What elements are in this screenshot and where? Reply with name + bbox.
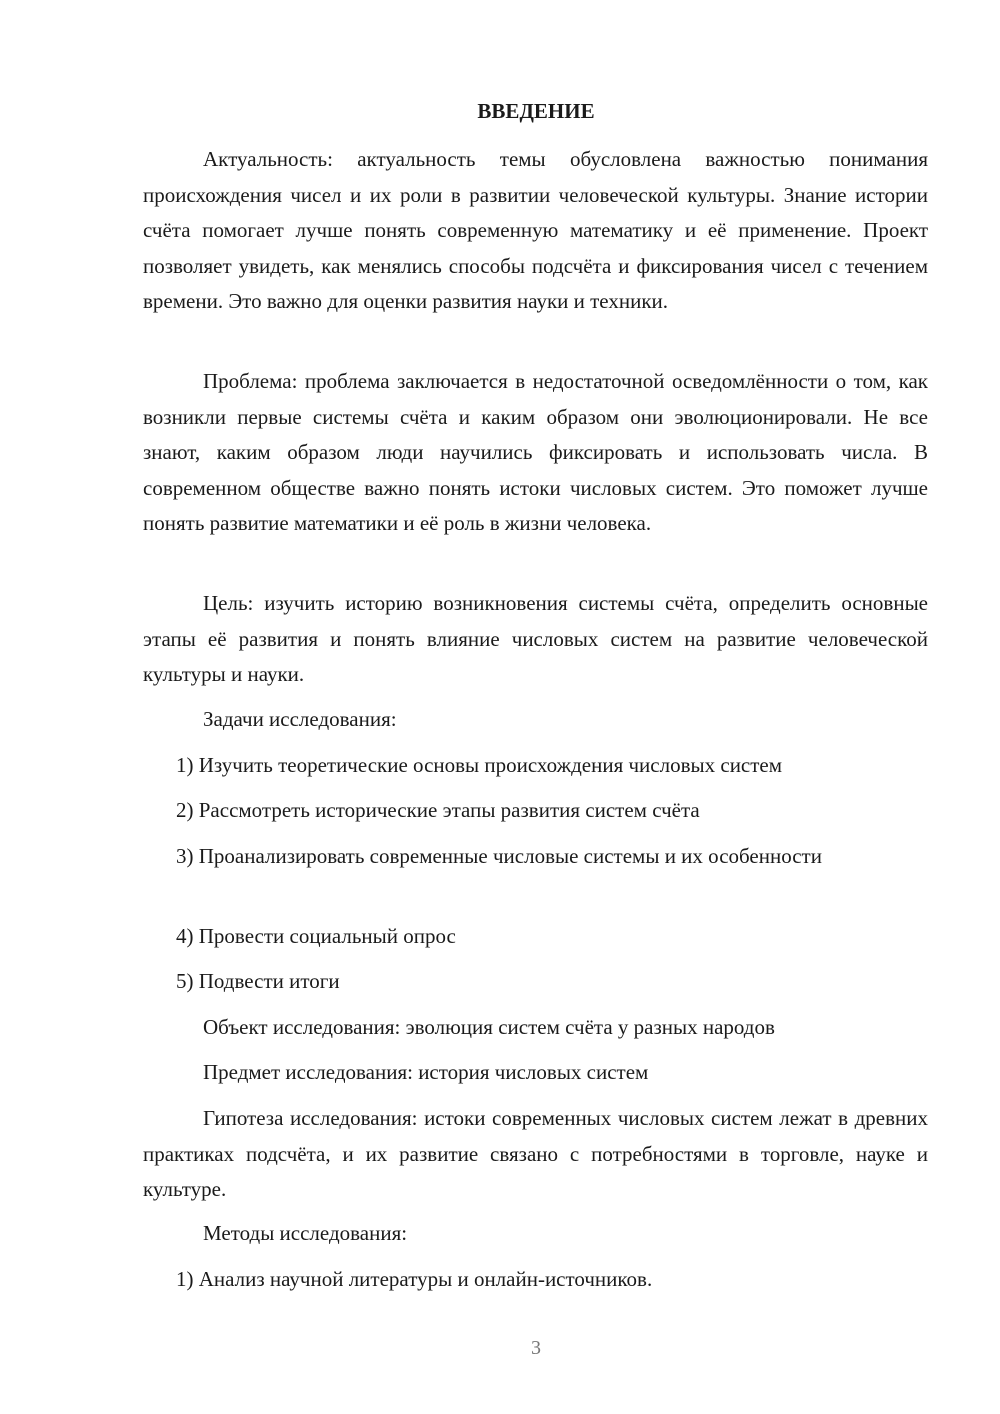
task-item-4: 4) Провести социальный опрос [176, 924, 456, 948]
task-item-3: 3) Проанализировать современные числовые системы и их особенности [176, 844, 822, 868]
problem-paragraph: Проблема: проблема заключается в недостаточной осведомлённости о том, как возникли первые системы счёта и каким образом они эволюционировали. Не все знают, каким образом люди научились фиксировать и использовать числа. В современном обществе важно понять истоки числовых систем. Это поможет лучше понять развитие математики и её роль в жизни человека. [143, 369, 928, 535]
relevance-paragraph: Актуальность: актуальность темы обусловлена важностью понимания происхождения чисел и их роли в развитии человеческой культуры. Знание истории счёта помогает лучше понять современную математику и её применение. Проект позволяет увидеть, как менялись способы подсчёта и фиксирования чисел с течением времени. Это важно для оценки развития науки и техники. [143, 147, 928, 313]
task-item-2: 2) Рассмотреть исторические этапы развития систем счёта [176, 798, 700, 822]
object-paragraph: Объект исследования: эволюция систем счёта у разных народов [203, 1015, 775, 1039]
tasks-heading: Задачи исследования: [203, 707, 397, 731]
method-item-1: 1) Анализ научной литературы и онлайн-источников. [176, 1267, 653, 1291]
goal-paragraph: Цель: изучить историю возникновения системы счёта, определить основные этапы её развития и понять влияние числовых систем на развитие человеческой культуры и науки. [143, 591, 928, 686]
hypothesis-paragraph: Гипотеза исследования: истоки современных числовых систем лежат в древних практиках подсчёта, и их развитие связано с потребностями в торговле, науке и культуре. [143, 1106, 928, 1201]
methods-heading: Методы исследования: [203, 1221, 408, 1245]
page-number: 3 [531, 1337, 541, 1359]
task-item-1: 1) Изучить теоретические основы происхождения числовых систем [176, 753, 783, 777]
page-title: ВВЕДЕНИЕ [477, 99, 595, 123]
subject-paragraph: Предмет исследования: история числовых систем [203, 1060, 649, 1084]
task-item-5: 5) Подвести итоги [176, 969, 340, 993]
